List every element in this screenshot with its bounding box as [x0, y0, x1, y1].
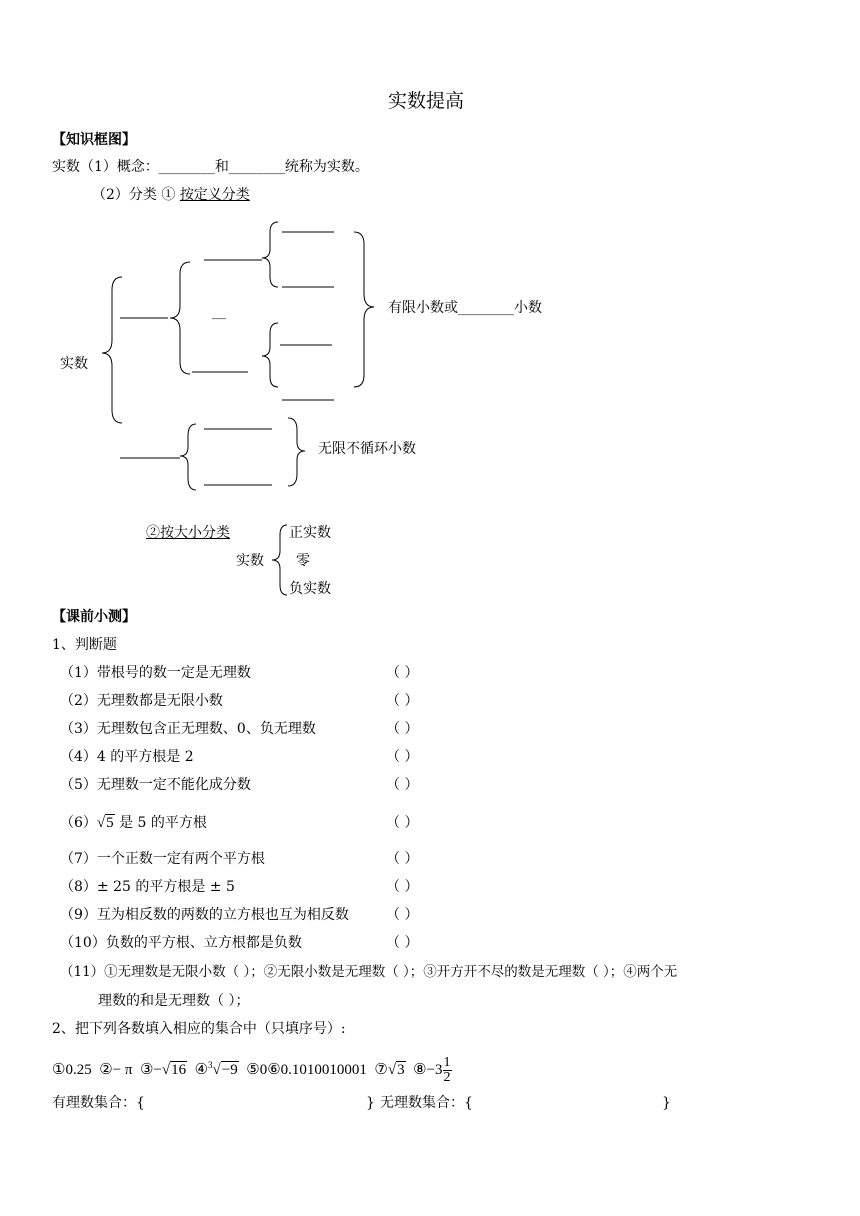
- answer-paren-3[interactable]: （ ）: [386, 721, 419, 737]
- judgement-item-7: （7）一个正数一定有两个平方根: [60, 851, 265, 867]
- number-1: ①0.25: [52, 1062, 92, 1078]
- answer-paren-10[interactable]: （ ）: [386, 935, 419, 951]
- size-root-label: 实数: [236, 553, 264, 569]
- question-2-heading: 2、把下列各数填入相应的集合中（只填序号）:: [52, 1021, 346, 1037]
- irrational-set-close: }: [662, 1095, 671, 1111]
- judgement-item-3: （3）无理数包含正无理数、0、负无理数: [60, 721, 316, 737]
- concept-mid: 和: [214, 159, 229, 175]
- infinite-nonrepeating-label: 无限不循环小数: [318, 441, 416, 457]
- judgement-item-4: （4）4 的平方根是 2: [60, 749, 194, 765]
- judgement-item-5: （5）无理数一定不能化成分数: [60, 777, 251, 793]
- irrational-set-answer-area[interactable]: [480, 1094, 660, 1112]
- concept-blank-2: ________: [228, 159, 285, 175]
- concept-suffix: 统称为实数。: [284, 159, 369, 175]
- finite-label: 有限小数或: [388, 300, 458, 316]
- section-heading-knowledge: 【知识框图】: [52, 132, 136, 148]
- classify-method-size: ②按大小分类: [146, 525, 230, 541]
- answer-paren-5[interactable]: （ ）: [386, 777, 419, 793]
- brace-irrational: [180, 424, 196, 490]
- size-item-positive: 正实数: [289, 525, 331, 541]
- rational-set-close: }: [366, 1095, 375, 1111]
- brace-infinite: [288, 418, 305, 486]
- number-4: ④$^3$√−9: [194, 1060, 238, 1078]
- concept-blank-1: ________: [158, 159, 215, 175]
- rational-set-answer-area[interactable]: [160, 1094, 360, 1112]
- section-heading-pretest: 【课前小测】: [52, 609, 136, 625]
- number-7: ⑦√3: [374, 1062, 405, 1078]
- number-list: [52, 1048, 452, 1087]
- radicand-5: 5: [106, 815, 114, 831]
- finite-blank: ________: [458, 300, 514, 316]
- brace-upper: [262, 222, 278, 287]
- page-title: 实数提高: [388, 90, 465, 112]
- brace-size: [272, 525, 287, 595]
- brace-lower: [262, 323, 278, 387]
- judgement-item-11-line-1: （11）①无理数是无限小数（ ）；②无限小数是无理数（ ）；③开方开不尽的数是无理数（ ）；④两个无: [60, 964, 678, 980]
- concept-prefix: 实数（1）概念：: [52, 159, 159, 175]
- answer-paren-7[interactable]: （ ）: [386, 851, 419, 867]
- tree-root-label: 实数: [60, 356, 88, 372]
- number-6: ⑥0.1010010001: [267, 1062, 367, 1078]
- judgement-item-10: （10）负数的平方根、立方根都是负数: [60, 935, 302, 951]
- brace-finite: [354, 232, 374, 387]
- answer-paren-1[interactable]: （ ）: [386, 665, 419, 681]
- question-1-heading: 1、判断题: [52, 637, 117, 653]
- classify-label: （2）分类 ①: [92, 187, 176, 203]
- rational-set-label: 有理数集合：{: [52, 1095, 145, 1111]
- judgement-item-2: （2）无理数都是无限小数: [60, 693, 223, 709]
- brace-rational: [170, 262, 190, 374]
- number-8: ⑧−3 $\frac{1}{2}$: [413, 1055, 451, 1086]
- tree-short-blank: __: [212, 304, 226, 320]
- answer-paren-4[interactable]: （ ）: [386, 749, 419, 765]
- size-item-zero: 零: [296, 553, 310, 569]
- judgement-item-8: （8）± 25 的平方根是 ± 5: [60, 879, 235, 895]
- irrational-set-label: 无理数集合：{: [380, 1095, 473, 1111]
- judgement-item-1: （1）带根号的数一定是无理数: [60, 665, 251, 681]
- finite-suffix: 小数: [514, 300, 542, 316]
- brace-real: [102, 277, 122, 423]
- size-item-negative: 负实数: [289, 581, 331, 597]
- classify-method-definition: 按定义分类: [179, 187, 250, 203]
- judgement-item-9: （9）互为相反数的两数的立方根也互为相反数: [60, 907, 349, 923]
- answer-paren-6[interactable]: （ ）: [386, 815, 419, 831]
- answer-paren-8[interactable]: （ ）: [386, 879, 419, 895]
- number-2: ②− π: [99, 1062, 133, 1078]
- answer-paren-9[interactable]: （ ）: [386, 907, 419, 923]
- number-3: ③−√16: [139, 1062, 187, 1078]
- judgement-item-11-line-2: 理数的和是无理数（ ）；: [98, 993, 250, 1009]
- finite-decimal-label: [388, 299, 542, 317]
- number-5: ⑤0: [246, 1062, 268, 1078]
- answer-paren-2[interactable]: （ ）: [386, 693, 419, 709]
- judgement-item-6: （6）√5 是 5 的平方根: [60, 815, 207, 831]
